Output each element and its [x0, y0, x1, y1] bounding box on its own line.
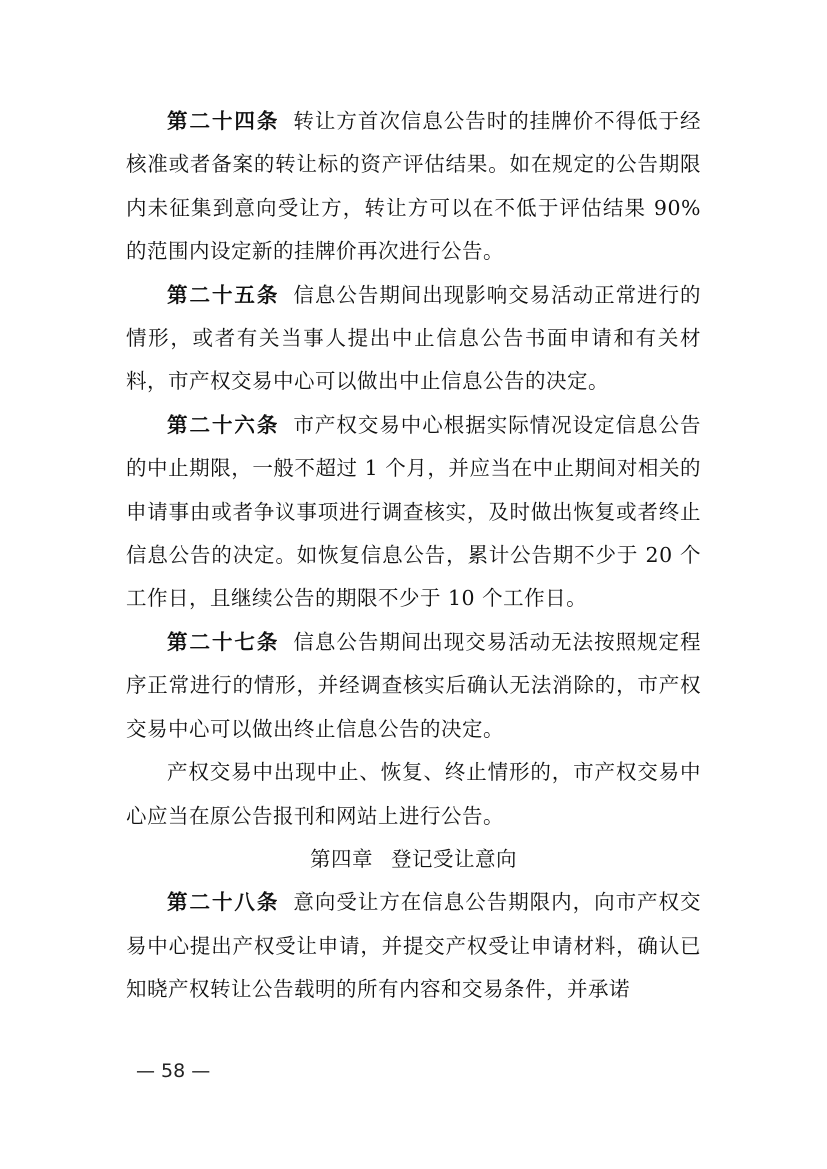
article-25 [126, 274, 701, 404]
article-number: 第二十七条 [167, 629, 280, 654]
article-24 [126, 100, 701, 274]
document-body [126, 100, 701, 1012]
article-number: 第二十八条 [167, 890, 280, 915]
article-number: 第二十四条 [167, 109, 280, 133]
article-27 [126, 621, 701, 751]
chapter-heading [126, 838, 701, 881]
article-text: 信息公告期间出现影响交易活动正常进行的情形，或者有关当事人提出中止信息公告书面申请和有关材料，市产权交易中心可以做出中止信息公告的决定。 [126, 282, 702, 394]
article-number: 第二十五条 [167, 282, 280, 307]
chapter-number: 第四章 [310, 846, 373, 871]
plain-paragraph: 产权交易中出现中止、恢复、终止情形的，市产权交易中心应当在原公告报刊和网站上进行公告。 [126, 760, 701, 828]
article-text: 转让方首次信息公告时的挂牌价不得低于经核准或者备案的转让标的资产评估结果。如在规定的公告期限内未征集到意向受让方，转让方可以在不低于评估结果 90%的范围内设定新的挂牌价再次进行公告。 [126, 109, 702, 264]
article-text: 意向受让方在信息公告期限内，向市产权交易中心提出产权受让申请，并提交产权受让申请材料，确认已知晓产权转让公告载明的所有内容和交易条件，并承诺 [126, 890, 702, 1002]
article-28 [126, 881, 701, 1011]
article-text: 市产权交易中心根据实际情况设定信息公告的中止期限，一般不超过 1 个月，并应当在中止期间对相关的申请事由或者争议事项进行调查核实，及时做出恢复或者终止信息公告的决定。如恢复信息公告，累计公告期不少于 20 个工作日，且继续公告的期限不少于 10 个工作日。 [126, 412, 702, 611]
article-26 [126, 404, 701, 621]
chapter-title: 登记受让意向 [391, 846, 517, 871]
article-number: 第二十六条 [167, 412, 280, 437]
article-text: 信息公告期间出现交易活动无法按照规定程序正常进行的情形，并经调查核实后确认无法消除的，市产权交易中心可以做出终止信息公告的决定。 [126, 629, 702, 741]
page-number: — 58 — [136, 1060, 211, 1082]
